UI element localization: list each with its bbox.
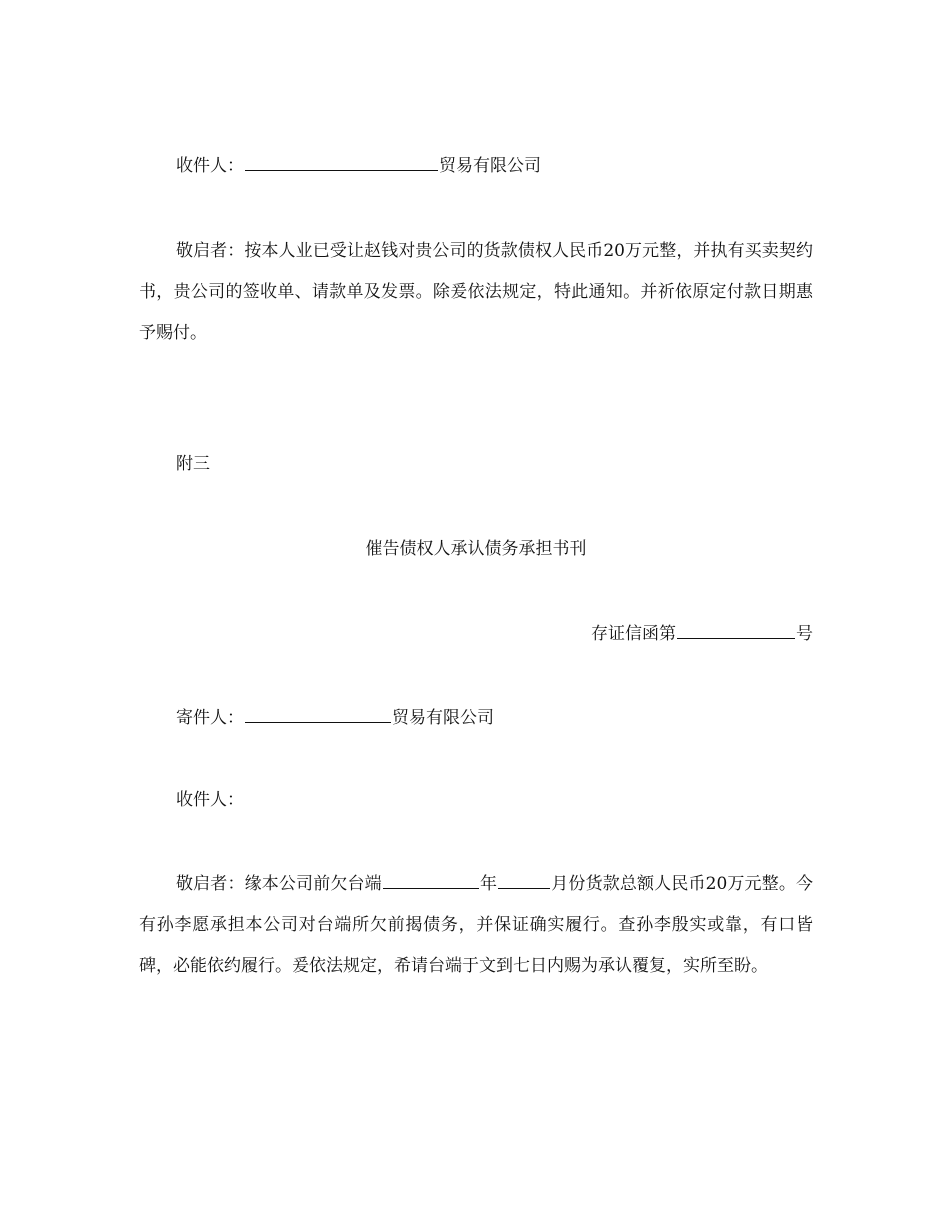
notice-paragraph-2 <box>139 864 813 987</box>
body2-opening: 敬启者：缘本公司前欠台端 <box>176 874 382 894</box>
sender-line <box>139 698 850 739</box>
recipient-company-suffix: 贸易有限公司 <box>439 156 541 176</box>
ref-suffix: 号 <box>796 624 813 644</box>
body2-rest: 月份货款总额人民币20万元整。今有孙李愿承担本公司对台端所欠前揭债务，并保证确实履行。查孙李殷实或靠，有口皆碑，必能依约履行。爰依法规定，希请台端于文到七日内赐为承认覆复，实所至盼。 <box>139 874 814 976</box>
ref-number-blank <box>677 621 795 639</box>
recipient-line-2: 收件人： <box>176 790 244 810</box>
ref-prefix: 存证信函第 <box>591 624 676 644</box>
sender-blank <box>245 705 391 723</box>
month-blank <box>498 871 550 889</box>
sender-label: 寄件人： <box>176 708 244 728</box>
year-blank <box>383 871 479 889</box>
recipient-line-1 <box>139 146 850 187</box>
body2-year: 年 <box>479 874 498 894</box>
recipient-label: 收件人： <box>176 156 244 176</box>
recipient-blank <box>245 153 438 171</box>
notice-paragraph-1: 敬启者：按本人业已受让赵钱对贵公司的货款债权人民币20万元整，并执有买卖契约书，贵公司的签收单、请款单及发票。除爰依法规定，特此通知。并祈依原定付款日期惠予赐付。 <box>139 241 813 343</box>
certified-letter-ref <box>139 614 813 655</box>
sender-company-suffix: 贸易有限公司 <box>392 708 494 728</box>
appendix-label: 附三 <box>176 454 210 474</box>
document-title: 催告债权人承认债务承担书刊 <box>365 539 587 559</box>
